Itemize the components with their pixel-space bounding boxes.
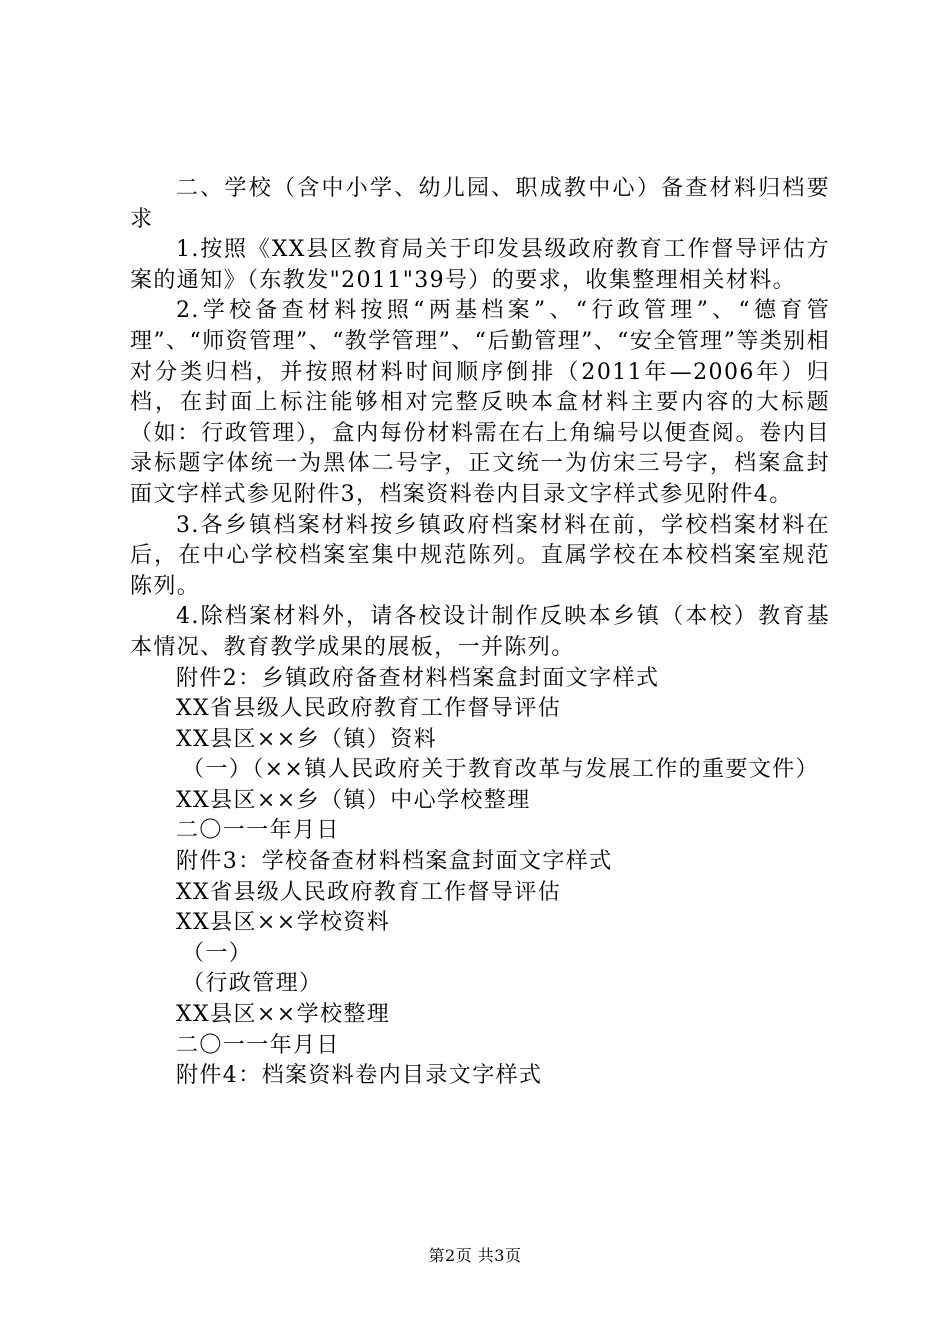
attachment-3-line: （行政管理） xyxy=(182,971,323,997)
attachment-4-title: 附件4：档案资料卷内目录文字样式 xyxy=(176,1063,543,1089)
attachment-2-line: XX县区××乡（镇）中心学校整理 xyxy=(176,787,531,813)
document-body xyxy=(130,174,830,1092)
attachment-3-line: XX县区××学校整理 xyxy=(176,1002,391,1028)
attachment-3-date: 二〇一一年月日 xyxy=(176,1032,340,1058)
attachment-2-date: 二〇一一年月日 xyxy=(176,818,340,844)
attachment-2-line: XX县区××乡（镇）资料 xyxy=(176,726,437,752)
attachment-2-title: 附件2：乡镇政府备查材料档案盒封面文字样式 xyxy=(176,665,660,691)
attachment-2-line: XX省县级人民政府教育工作督导评估 xyxy=(176,696,562,722)
attachment-3-line: （一） xyxy=(182,940,253,966)
page-number-footer: 第2页 共3页 xyxy=(428,1246,522,1265)
paragraph-item-2: 2.学校备查材料按照“两基档案”、“行政管理”、“德育管理”、“师资管理”、“教学管理”、“后勤管理”、“安全管理”等类别相对分类归档，并按照材料时间顺序倒排（2011年—2006年）归档，在封面上标注能够相对完整反映本盒材料主要内容的大标题（如：行政管理），盒内每份材料需在右上角编号以便查阅。卷内目录标题字体统一为黑体二号字，正文统一为仿宋三号字，档案盒封面文字样式参见附件3，档案资料卷内目录文字样式参见附件4。 xyxy=(130,298,830,507)
attachment-3-title: 附件3：学校备查材料档案盒封面文字样式 xyxy=(176,849,613,875)
paragraph-item-1: 1.按照《XX县区教育局关于印发县级政府教育工作督导评估方案的通知》（东教发"2011"39号）的要求，收集整理相关材料。 xyxy=(130,237,830,293)
attachment-3-line: XX县区××学校资料 xyxy=(176,910,391,936)
paragraph-item-3: 3.各乡镇档案材料按乡镇政府档案材料在前，学校档案材料在后，在中心学校档案室集中规范陈列。直属学校在本校档案室规范陈列。 xyxy=(130,512,830,599)
paragraph-item-4: 4.除档案材料外，请各校设计制作反映本乡镇（本校）教育基本情况、教育教学成果的展板，一并陈列。 xyxy=(130,604,830,660)
attachment-2-line: （一）（××镇人民政府关于教育改革与发展工作的重要文件） xyxy=(182,757,820,783)
attachment-3-line: XX省县级人民政府教育工作督导评估 xyxy=(176,879,562,905)
section-heading: 二、学校（含中小学、幼儿园、职成教中心）备查材料归档要求 xyxy=(130,176,830,232)
